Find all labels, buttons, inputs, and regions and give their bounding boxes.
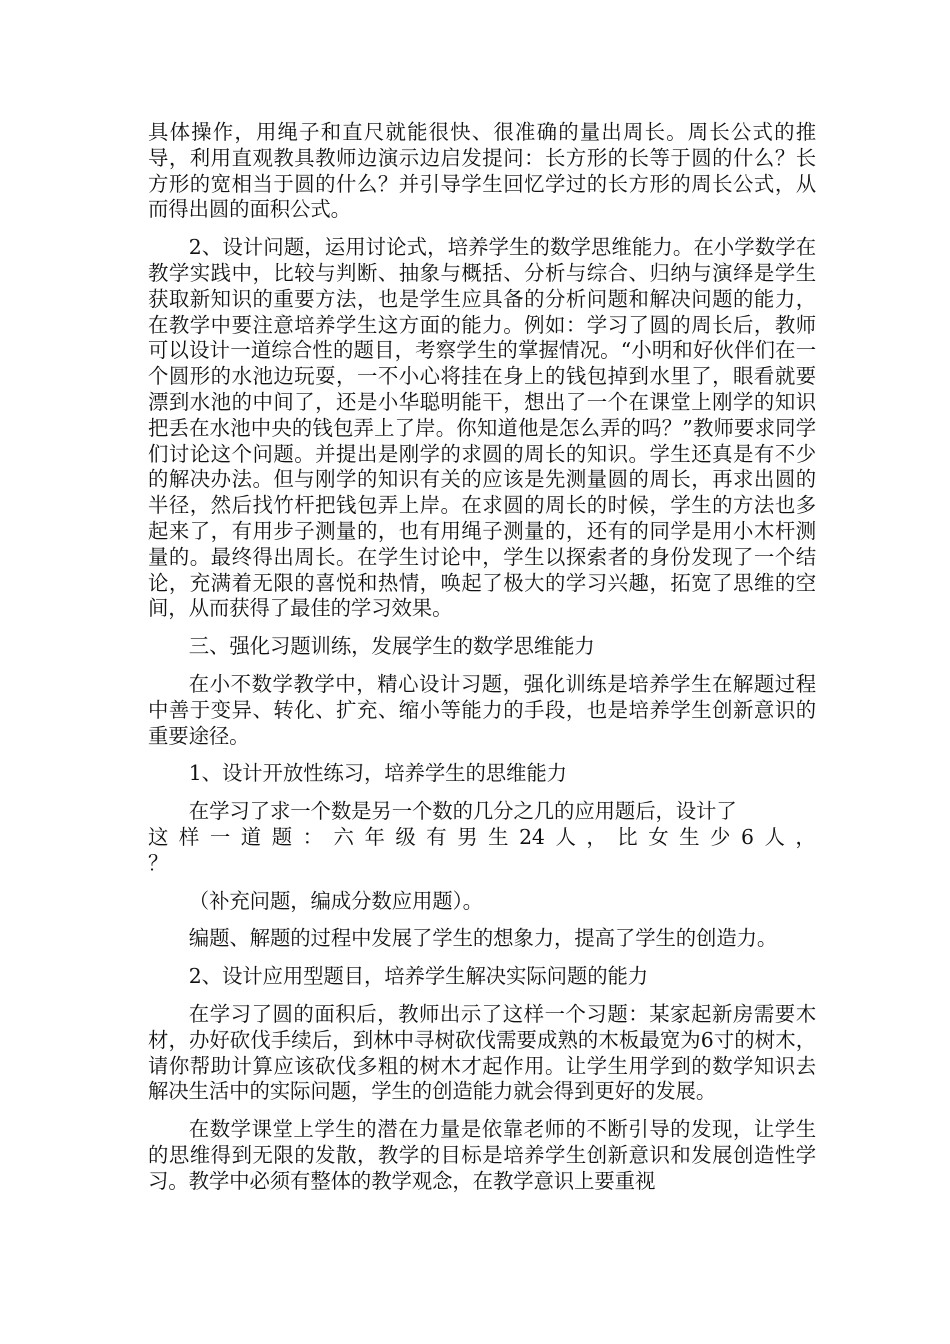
paragraph-2: 2、设计问题，运用讨论式，培养学生的数学思维能力。在小学数学在教学实践中，比较与判断、抽象与概括、分析与综合、归纳与演绎是学生获取新知识的重要方法，也是学生应具备的分析问题和解决问题的能力，在教学中要注意培养学生这方面的能力。例如：学习了圆的周长后，教师可以设计一道综合性的题目，考察学生的掌握情况。“小明和好伙伴们在一个圆形的水池边玩耍，一不小心将挂在身上的钱包掉到水里了，眼看就要漂到水池的中间了，还是小华聪明能干，想出了一个在课堂上刚学的知识把丢在水池中央的钱包弄上了岸。你知道他是怎么弄的吗？”教师要求同学们讨论这个问题。并提出是刚学的求圆的周长的知识。学生还真是有不少的解决办法。但与刚学的知识有关的应该是先测量圆的周长，再求出圆的半径，然后找竹杆把钱包弄上岸。在求圆的周长的时候，学生的方法也多起来了，有用步子测量的，也有用绳子测量的，还有的同学是用小木杆测量的。最终得出周长。在学生讨论中，学生以探索者的身份发现了一个结论，充满着无限的喜悦和热情，唤起了极大的学习兴趣，拓宽了思维的空间，从而获得了最佳的学习效果。 [148,235,816,621]
exercise-char: 一 [209,824,231,849]
paragraph-4: 在小不数学教学中，精心设计习题，强化训练是培养学生在解题过程中善于变异、转化、扩充、缩小等能力的手段，也是培养学生创新意识的重要途径。 [148,671,816,748]
exercise-char: 人 [764,824,785,849]
exercise-char: 有 [426,824,447,849]
exercise-char: 6 [740,824,754,849]
exercise-char: 生 [679,824,700,849]
exercise-line-1: 在学习了求一个数是另一个数的几分之几的应用题后，设计了 [188,799,737,824]
subsection-heading-1: 1、设计开放性练习，培养学生的思维能力 [188,761,567,786]
exercise-char: 六 [333,824,354,849]
exercise-char: 题 [271,824,292,849]
exercise-char: ， [795,824,816,849]
exercise-line-3: ？ [148,850,169,875]
subsection-heading-2: 2、设计应用型题目，培养学生解决实际问题的能力 [188,964,649,989]
section-heading-3: 三、强化习题训练，发展学生的数学思维能力 [188,634,595,659]
exercise-char: 样 [178,824,200,849]
paragraph-1: 具体操作，用绳子和直尺就能很快、很准确的量出周长。周长公式的推导，利用直观教具教师边演示边启发提问：长方形的长等于圆的什么？长方形的宽相当于圆的什么？并引导学生回忆学过的长方形的周长公式，从而得出圆的面积公式。 [148,120,816,222]
paragraph-7: （补充问题，编成分数应用题）。 [188,888,483,913]
exercise-char: 年 [364,824,385,849]
exercise-char: 女 [648,824,669,849]
exercise-char: 这 [148,824,169,849]
exercise-char: 少 [710,824,731,849]
paragraph-10: 在学习了圆的面积后，教师出示了这样一个习题：某家起新房需要木材，办好砍伐手续后，到林中寻树砍伐需要成熟的木板最宽为6寸的树木，请你帮助计算应该砍伐多粗的树木才起作用。让学生用学到的数学知识去解决生活中的实际问题，学生的创造能力就会得到更好的发展。 [148,1001,816,1104]
exercise-char: 级 [395,824,416,849]
exercise-char: ： [302,824,323,849]
exercise-char: 生 [488,824,509,849]
exercise-char: 道 [240,824,262,849]
exercise-char: 人 [555,824,576,849]
exercise-line-2 [148,825,816,851]
exercise-char: 男 [457,824,478,849]
exercise-char: ， [586,824,607,849]
paragraph-11: 在数学课堂上学生的潜在力量是依靠老师的不断引导的发现，让学生的思维得到无限的发散，教学的目标是培养学生创新意识和发展创造性学习。教学中必须有整体的教学观念，在教学意识上要重视 [148,1117,816,1193]
exercise-char: 比 [617,824,638,849]
paragraph-8: 编题、解题的过程中发展了学生的想象力，提高了学生的创造力。 [188,926,778,951]
exercise-paragraph [148,799,816,876]
exercise-char: 24 [519,824,545,849]
document-page [148,120,816,1206]
